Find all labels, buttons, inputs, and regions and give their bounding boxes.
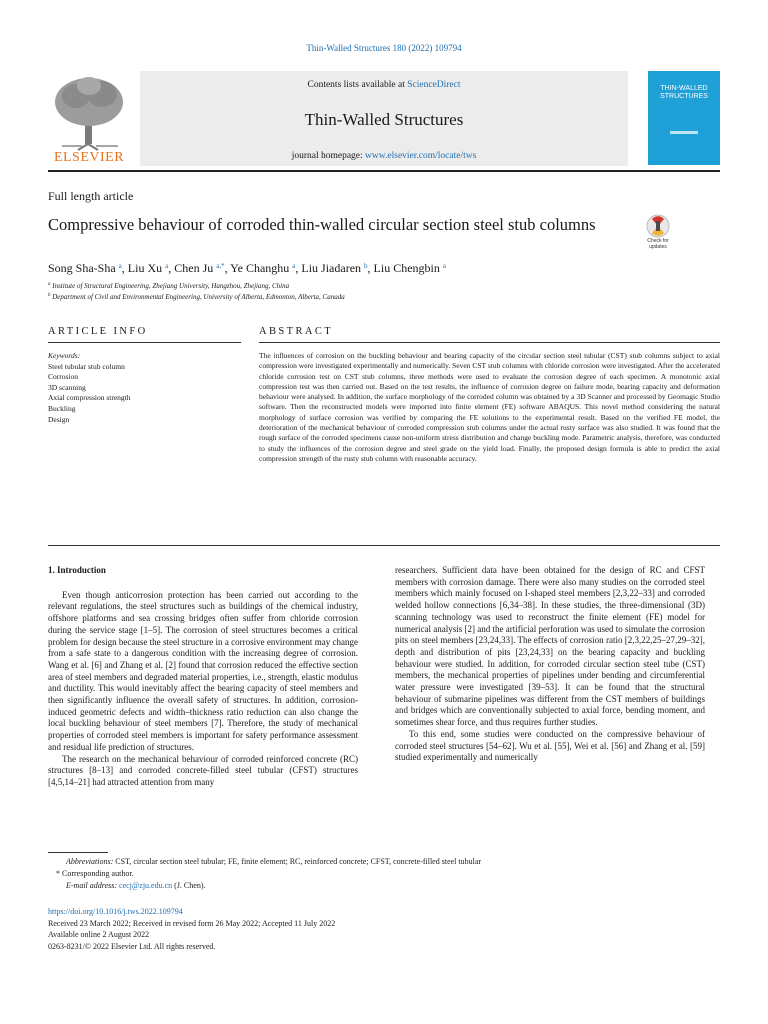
- body-column-right: [395, 565, 705, 764]
- footnote-rule: [48, 852, 108, 853]
- footnotes: [48, 856, 720, 892]
- header-rule: [48, 170, 720, 172]
- abstract-rule: [259, 342, 720, 343]
- body-paragraph: researchers. Sufficient data have been obtained for the design of RC and CFST members with corrosion damage. There were also many studies on the corroded steel members which mainly focused on I-shaped steel members [2,3,22–33] and corroded welded hollow connections [6,34–38]. In these studies, the three-dimensional (3D) scanning technology was used to reconstruct the finite element (FE) model for numerical analysis [2] and the artificial perforation was used to simulate the corrosion pits on steel members [23,24,33]. The effects of corrosion ratio [2,3,22,25–27,29–32], depth and distribution of pits [23,24,33] on the bearing capacity and buckling behaviour were studied. In addition, for corroded circular section steel tube (CST) members, the mechanical properties of pipelines under bending and circumferential water pressure were investigated [39–53]. It can be found that the structural behaviour of submarine pipelines was different from the CST members of buildings and bridges which are conventionally subjected to axial force, bending moment, and sometimes shear force, and thus requires further studies.: [395, 565, 705, 728]
- homepage-link[interactable]: www.elsevier.com/locate/tws: [365, 151, 477, 161]
- section-heading-introduction: 1. Introduction: [48, 565, 106, 575]
- article-info-rule: [48, 342, 241, 343]
- email-link[interactable]: cecj@zju.edu.cn: [119, 881, 173, 890]
- affiliation-a: [48, 282, 289, 290]
- author-name[interactable]: Liu Xu: [127, 261, 163, 275]
- email-label: E-mail address:: [66, 881, 118, 890]
- cover-decoration: [670, 131, 698, 134]
- cover-title: THIN-WALLED STRUCTURES: [660, 85, 708, 100]
- body-paragraph: The research on the mechanical behaviour of corroded reinforced concrete (RC) structures [8–13] and corroded concrete-filled steel tubular (CFST) structures [4,5,14–21] had attracted attention from many: [48, 753, 358, 787]
- journal-title: Thin-Walled Structures: [304, 110, 464, 129]
- affiliation-marker: a: [48, 282, 51, 287]
- author-affiliation-marker[interactable]: a: [292, 262, 296, 270]
- abbreviations-footnote: [48, 856, 720, 868]
- publisher-name: ELSEVIER: [53, 150, 125, 165]
- publication-info: [48, 906, 720, 952]
- keyword: Design: [48, 414, 70, 424]
- abstract-end-rule: [48, 545, 720, 546]
- keyword: Buckling: [48, 403, 76, 413]
- keywords-list: [48, 351, 238, 425]
- author-affiliation-marker[interactable]: a: [165, 262, 169, 270]
- contents-prefix: Contents lists available at: [307, 80, 408, 90]
- author-name[interactable]: Liu Chengbin: [373, 261, 440, 275]
- author-affiliation-marker[interactable]: a: [118, 262, 122, 270]
- author-name[interactable]: Ye Changhu: [230, 261, 290, 275]
- keywords-label: Keywords:: [48, 351, 81, 360]
- body-column-left: [48, 565, 358, 789]
- homepage-line: [140, 151, 628, 161]
- affiliation-text: Department of Civil and Environmental Engineering, University of Alberta, Edmonton, Alberta, Canada: [52, 293, 345, 301]
- affiliation-b: [48, 293, 345, 301]
- journal-reference[interactable]: Thin-Walled Structures 180 (2022) 109794: [306, 43, 462, 53]
- author-name[interactable]: Song Sha-Sha: [48, 261, 116, 275]
- check-for-updates-badge[interactable]: [642, 213, 674, 253]
- contents-line: [140, 80, 628, 90]
- keyword: 3D scanning: [48, 382, 86, 392]
- article-info-heading: ARTICLE INFO: [48, 326, 148, 337]
- author-affiliation-marker[interactable]: a: [442, 262, 446, 270]
- keyword: Steel tubular stub column: [48, 361, 125, 371]
- paper-title: Compressive behaviour of corroded thin-walled circular section steel stub columns: [48, 215, 596, 234]
- elsevier-logo[interactable]: [48, 72, 130, 164]
- received-dates: Received 23 March 2022; Received in revised form 26 May 2022; Accepted 11 July 2022: [48, 918, 336, 928]
- sciencedirect-link[interactable]: ScienceDirect: [407, 80, 461, 90]
- affiliation-marker: b: [48, 293, 51, 298]
- author-list: Song Sha-Sha $^a$, Liu Xu $^a$, Chen Ju $^{a,*}$, Ye Changhu $^a$, Liu Jiadaren $^b$, Liu Chengbin $^a$: [48, 261, 446, 275]
- copyright: 0263-8231/© 2022 Elsevier Ltd. All rights reserved.: [48, 941, 216, 951]
- abbreviations-text: CST, circular section steel tubular; FE, finite element; RC, reinforced concrete; CFST, concrete-filled steel tubular: [113, 857, 482, 866]
- journal-cover-image[interactable]: [648, 71, 720, 165]
- crossmark-icon: [642, 213, 674, 239]
- abbreviations-label: Abbreviations:: [66, 857, 114, 866]
- keyword: Corrosion: [48, 372, 78, 382]
- author-name[interactable]: Liu Jiadaren: [301, 261, 362, 275]
- crossmark-label: Check for updates: [647, 238, 669, 250]
- author-affiliation-marker[interactable]: a,*: [216, 262, 225, 270]
- email-footnote: [48, 880, 720, 892]
- affiliation-text: Institute of Structural Engineering, Zhejiang University, Hangzhou, Zhejiang, China: [52, 282, 290, 290]
- email-suffix: (J. Chen).: [172, 881, 206, 890]
- author-affiliation-marker[interactable]: b: [364, 262, 368, 270]
- online-date: Available online 2 August 2022: [48, 930, 150, 939]
- corresponding-author-note: * Corresponding author.: [56, 869, 134, 878]
- abstract-heading: ABSTRACT: [259, 326, 334, 337]
- body-paragraph: To this end, some studies were conducted on the compressive behaviour of corroded steel structures [54–62]. Wu et al. [55], Wei et al. [56] and Zhang et al. [59] studied experimentally and numerically: [395, 728, 705, 763]
- keyword: Axial compression strength: [48, 393, 131, 403]
- abstract-text: The influences of corrosion on the buckling behaviour and bearing capacity of the circular section steel tubular (CST) stub columns subject to axial compression were investigated experimentally and numerically. Seven CST stub columns with chloride corrosion were investigated. After the accelerated chloride corrosion test on CST stub columns, three methods were used to evaluate the corrosion degree of each specimen. A monotonic axial compression test was then carried out. Based on the test results, the influence of corrosion degree on failure mode, bearing capacity and deformation behaviour were analysed. In addition, the surface morphology of the corroded column was obtained by a 3D Scanner and processed by Geomagic Studio software. Then the reconstructed models were imported into finite element (FE) software ABAQUS. This novel method considering the natural morphology of surface corrosion was verified by comparing the FE solutions to the experimental result. Based on the verified FE model, the deterioration of the mechanical behaviour of corroded compression stub columns under the actual rusty surface was also studied. It was found that the rough surface of the corroded specimens cause non-uniform stress distribution and change buckling mode. Parametric analysis, therefore, was conducted to study the influences of the corrosion degree and steel grade on the yield load. Finally, the proposed design formula is able to predict the axial compression strength of the rusty stub column with reasonable accuracy.: [259, 351, 720, 463]
- doi-link[interactable]: https://doi.org/10.1016/j.tws.2022.109794: [48, 907, 183, 916]
- article-type: Full length article: [48, 189, 134, 203]
- body-paragraph: Even though anticorrosion protection has been carried out according to the relevant regulations, the steel structures such as buildings of the chemical industry, offshore platforms and sea crossing bridges often suffer from chloride corrosion during the service stage [1–5]. The corrosion of steel structures becomes a critical problem for design because the steel structure in a corrosive environment may change from a safe state to a dangerous condition with the increasing degree of corrosion. Wang et al. [6] and Zhang et al. [2] found that corrosion reduced the effective section area of steel members and degraded material properties, i.e., strength, elastic modulus and ductility. This would inevitably affect the bearing capacity of steel members and then significantly influence the overall safety of structures. In addition, corrosion-induced geometric defects and width–thickness ratio reduction can also change the local buckling behaviour of steel members [7]. Therefore, the study of mechanical properties of corroded steel members is important for safety performance assessment and residual life prediction of structures.: [48, 589, 358, 752]
- homepage-prefix: journal homepage:: [291, 151, 366, 161]
- author-name[interactable]: Chen Ju: [174, 261, 214, 275]
